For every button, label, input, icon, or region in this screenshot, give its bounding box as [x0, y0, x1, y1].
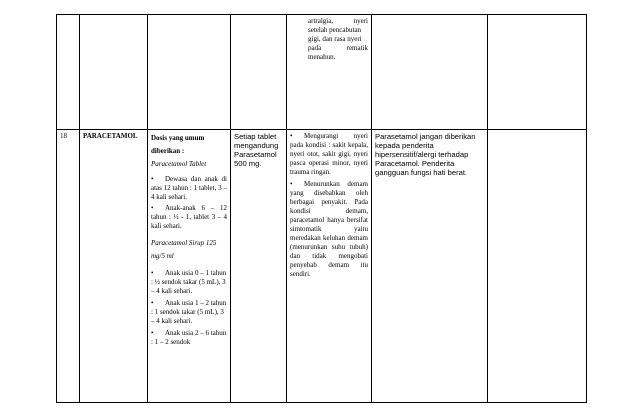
cell-sediaan: Setiap tablet mengandung Parasetamol 500 mg. [231, 130, 287, 403]
table-row [57, 130, 587, 403]
cell-peringatan: Parasetamol jangan diberikan kepada penderita hipersensitif/alergi terhadap Paracetamol. Penderita gangguan fungsi hati berat. [372, 130, 488, 403]
list-item: • Menurunkan demam yang disebabkan oleh berbagai penyakit. Pada kondisi demam, paracetamol hanya bersifat simtomatik yaitu meredakan keluhan demam (menurunkan suhu tubuh) dan tidak mengobati penyebab demam itu sendiri. [290, 180, 368, 278]
bullet-icon: • [151, 175, 154, 183]
bullet-icon: • [151, 329, 154, 337]
indikasi-text: gigi, dan rasa nyeri [308, 35, 362, 43]
cell-no [57, 15, 80, 130]
indikasi-text: menahun. [308, 53, 336, 61]
drug-table [56, 14, 587, 403]
cell-sediaan [231, 15, 287, 130]
list-item: • Anak usia 0 – 1 tahun : ½ sendok takar (5 mL), 3 – 4 kali sehari. [151, 269, 227, 295]
cell-extra [488, 15, 587, 130]
indikasi-text: artralgia, [308, 17, 334, 25]
cell-extra [488, 130, 587, 403]
cell-no: 18 [57, 130, 80, 403]
bullet-icon: • [290, 132, 293, 140]
dosis-heading: Dosis yang umum diberikan : [151, 134, 205, 155]
indikasi-text: rematik [346, 44, 368, 52]
bullet-icon: • [290, 180, 293, 188]
cell-nama-obat: PARACETAMOL [80, 130, 148, 403]
indikasi-text: setelah pencabutan [308, 26, 362, 34]
bullet-icon: • [151, 269, 154, 277]
cell-peringatan [372, 15, 488, 130]
list-item: • Anak-anak 6 – 12 tahun : ½ - 1, tablet 3 – 4 kali sehari. [151, 204, 227, 230]
list-item: • Dewasa dan anak di atas 12 tahun : 1 tablet, 3 – 4 kali sehari. [151, 175, 227, 201]
cell-dosis [148, 130, 231, 403]
cell-indikasi [287, 15, 372, 130]
table-row [57, 15, 587, 130]
cell-indikasi [287, 130, 372, 403]
sirup-title: Paracetamol Sirup 125 mg/5 ml [151, 239, 217, 260]
cell-nama-obat [80, 15, 148, 130]
bullet-icon: • [151, 299, 154, 307]
cell-dosis [148, 15, 231, 130]
list-item: • Anak usia 2 – 6 tahun : 1 – 2 sendok [151, 329, 227, 346]
list-item: • Anak usia 1 – 2 tahun : 1 sendok takar (5 mL), 3 – 4 kali sehari. [151, 299, 227, 325]
indikasi-text: nyeri [353, 17, 368, 25]
list-item: • Mengurangi nyeri pada kondisi : sakit kepala, nyeri otot, sakit gigi, nyeri pasca operasi minor, nyeri trauma ringan. [290, 132, 368, 176]
indikasi-text: pada [308, 44, 322, 52]
tablet-title: Paracetamol Tablet [151, 160, 207, 168]
bullet-icon: • [151, 204, 154, 212]
